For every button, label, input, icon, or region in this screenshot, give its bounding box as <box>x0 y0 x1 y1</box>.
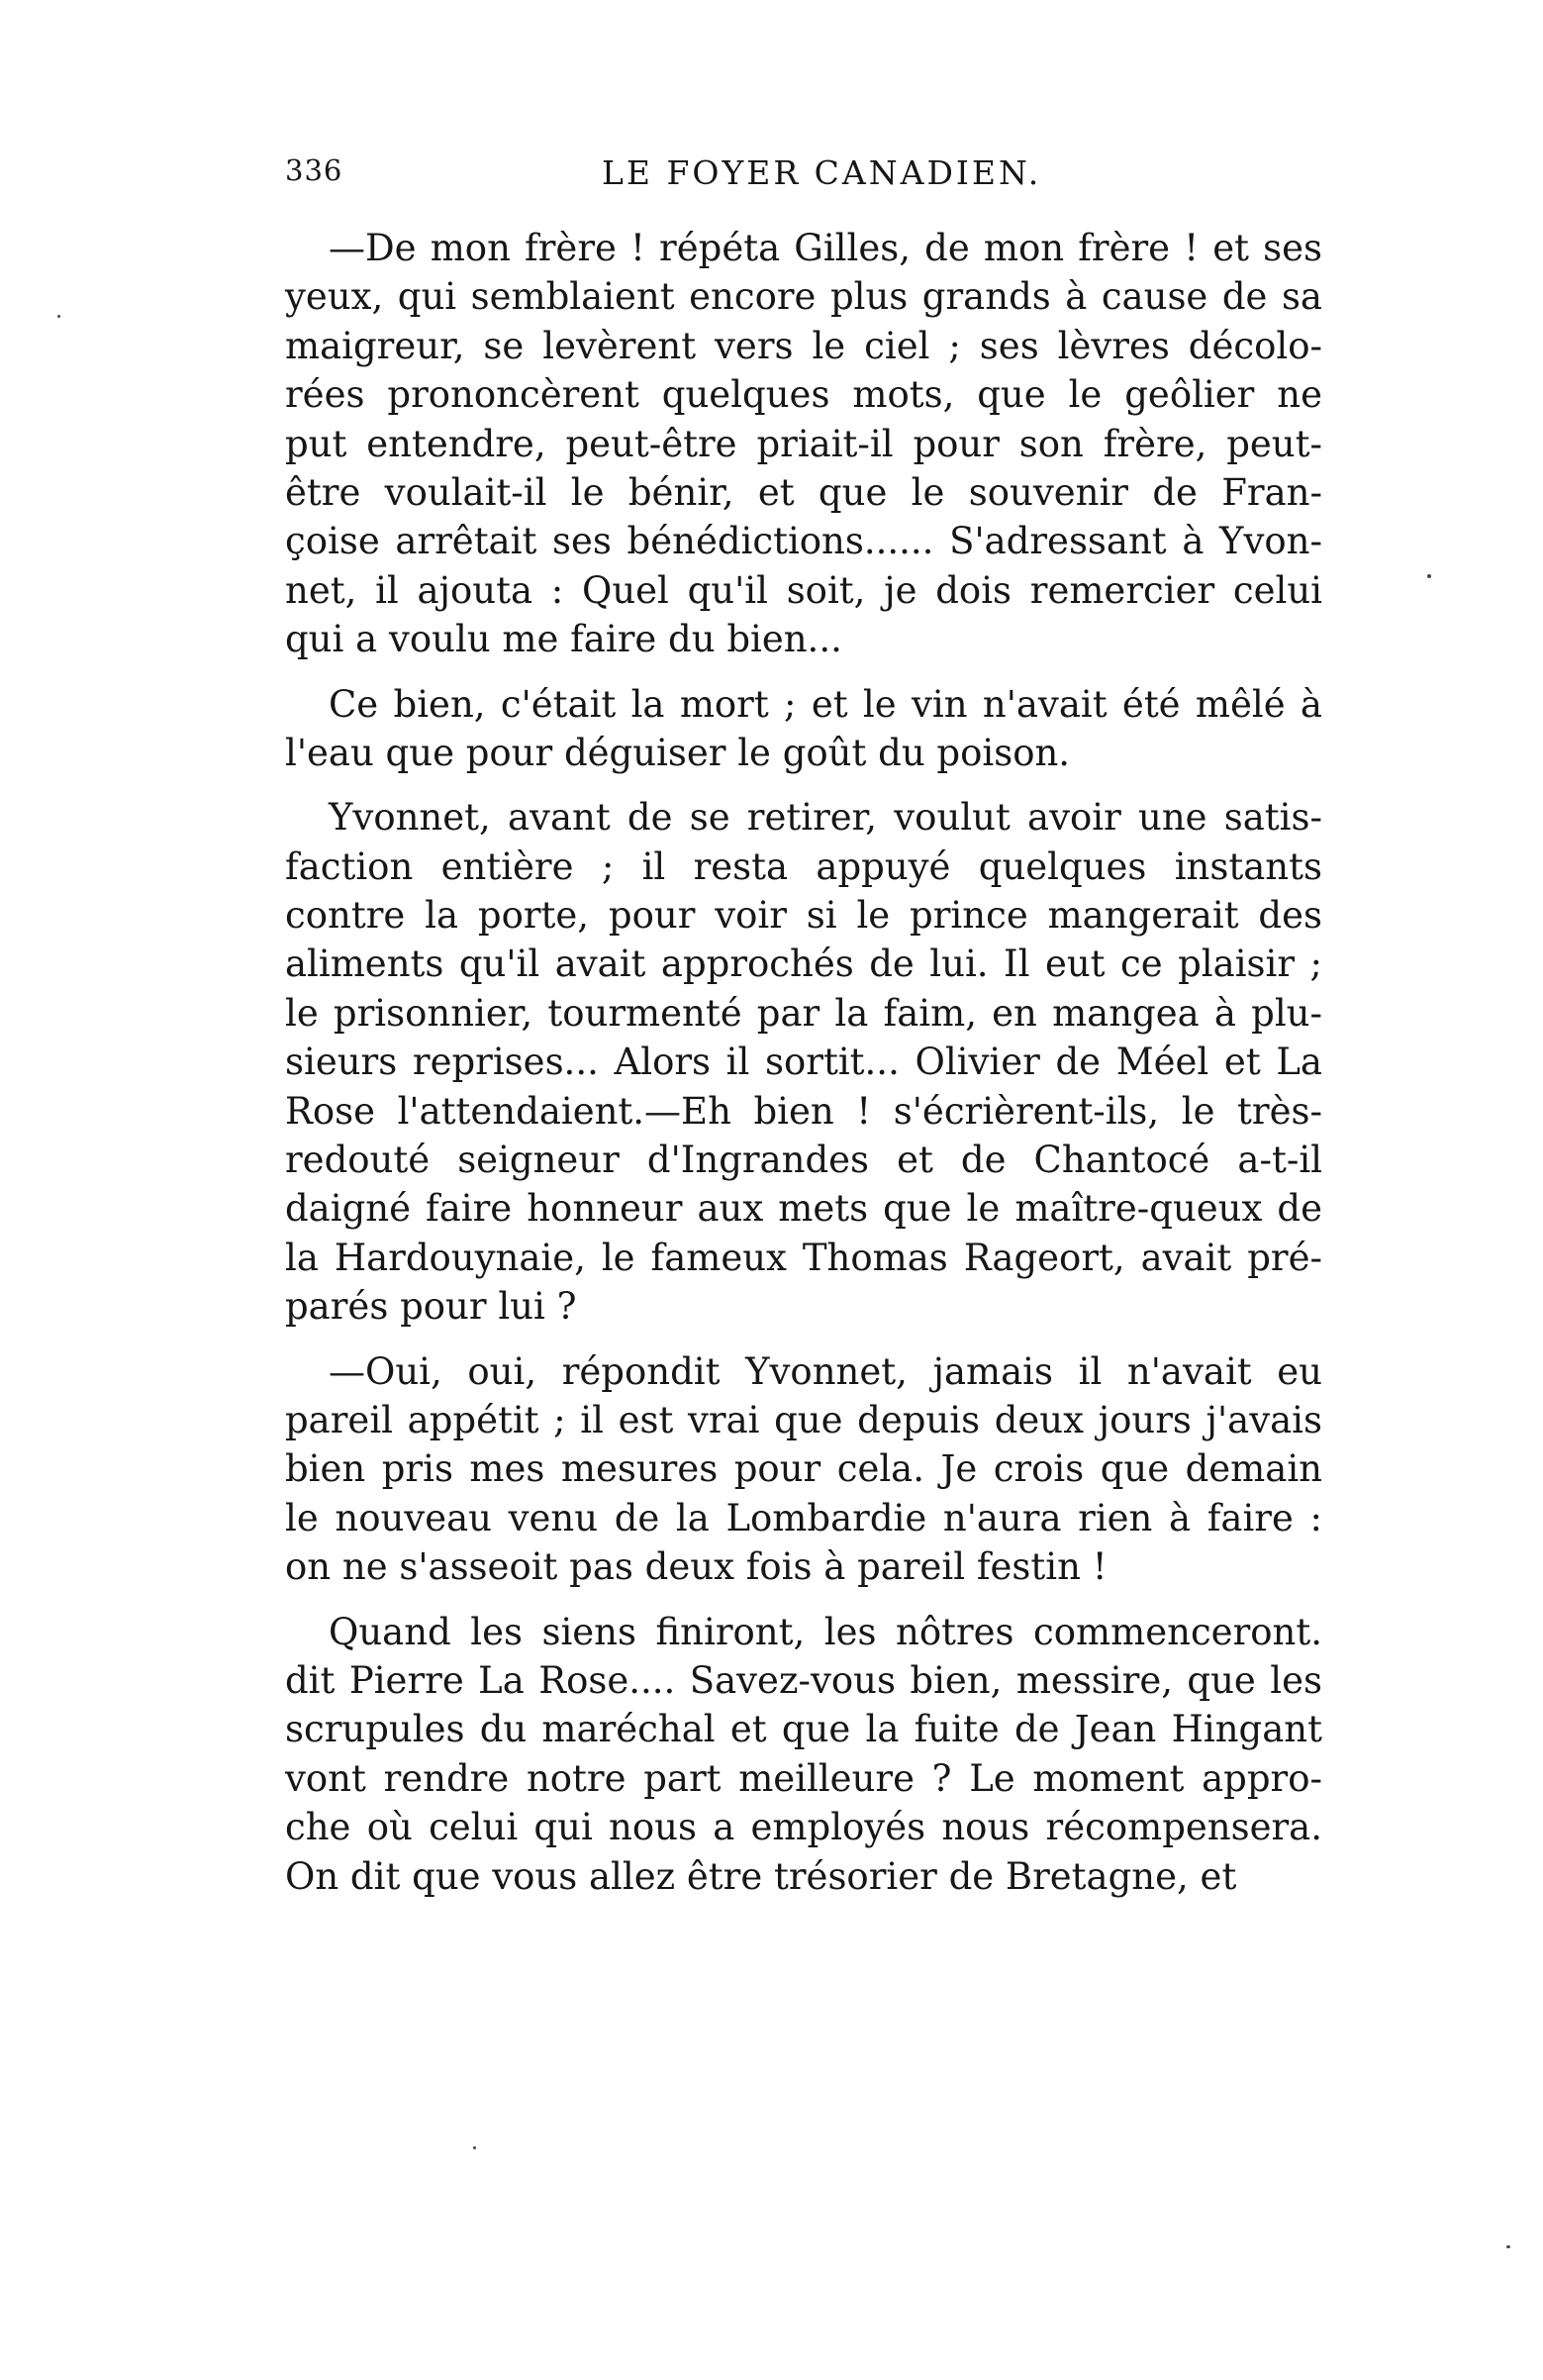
text-line: parés pour lui ? <box>285 1285 577 1329</box>
print-speck <box>473 2146 476 2149</box>
text-line: rées prononcèrent quelques mots, que le geôlier ne <box>285 373 1322 417</box>
paragraph-gap <box>285 664 1322 680</box>
text-line: On dit que vous allez être trésorier de Bretagne, et <box>285 1854 1237 1898</box>
paragraph <box>285 1608 1322 1901</box>
paragraph <box>285 1347 1322 1592</box>
text-line: scrupules du maréchal et que la fuite de Jean Hingant <box>285 1708 1322 1751</box>
text-line: bien pris mes mesures pour cela. Je crois que demain <box>285 1447 1322 1491</box>
paragraph-gap <box>285 1592 1322 1608</box>
text-line: faction entière ; il resta appuyé quelques instants <box>285 844 1322 888</box>
text-line: pareil appétit ; il est vrai que depuis deux jours j'avais <box>285 1398 1322 1441</box>
text-line: qui a voulu me faire du bien... <box>285 618 842 661</box>
text-line: daigné faire honneur aux mets que le maître-queux de <box>285 1187 1322 1231</box>
text-line: çoise arrêtait ses bénédictions...... S'adressant à Yvon- <box>285 520 1322 563</box>
paragraph <box>285 680 1322 778</box>
text-line: on ne s'asseoit pas deux fois à pareil festin ! <box>285 1545 1108 1589</box>
paragraph-gap <box>285 1332 1322 1347</box>
text-line: maigreur, se levèrent vers le ciel ; ses lèvres décolo- <box>285 324 1322 367</box>
page-number: 336 <box>285 153 343 187</box>
body-text <box>285 224 1322 1901</box>
text-line: être voulait-il le bénir, et que le souvenir de Fran- <box>285 470 1322 514</box>
print-speck <box>1427 574 1431 578</box>
text-line: redouté seigneur d'Ingrandes et de Chantocé a-t-il <box>285 1139 1322 1182</box>
text-line: le prisonnier, tourmenté par la faim, en mangea à plu- <box>285 991 1322 1035</box>
text-line: aliments qu'il avait approchés de lui. Il eut ce plaisir ; <box>285 942 1322 986</box>
text-line: Quand les siens finiront, les nôtres commenceront. <box>329 1610 1322 1653</box>
text-line: l'eau que pour déguiser le goût du poison. <box>285 731 1071 774</box>
paragraph <box>285 793 1322 1331</box>
text-line: dit Pierre La Rose.... Savez-vous bien, messire, que les <box>285 1658 1322 1702</box>
text-line: le nouveau venu de la Lombardie n'aura rien à faire : <box>285 1496 1322 1539</box>
text-line: vont rendre notre part meilleure ? Le moment appro- <box>285 1756 1322 1800</box>
text-line: yeux, qui semblaient encore plus grands à cause de sa <box>285 275 1322 319</box>
text-line: che où celui qui nous a employés nous récompensera. <box>285 1806 1322 1849</box>
text-line: contre la porte, pour voir si le prince mangerait des <box>285 894 1322 938</box>
text-line: Yvonnet, avant de se retirer, voulut avoir une satis- <box>329 796 1322 840</box>
text-line: sieurs reprises... Alors il sortit... Olivier de Méel et La <box>285 1041 1322 1084</box>
print-speck <box>1506 2245 1510 2248</box>
text-line: —Oui, oui, répondit Yvonnet, jamais il n'avait eu <box>329 1349 1322 1393</box>
text-line: put entendre, peut-être priait-il pour son frère, peut- <box>285 422 1322 465</box>
text-line: Rose l'attendaient.—Eh bien ! s'écrièrent-ils, le très- <box>285 1089 1322 1133</box>
running-head: LE FOYER CANADIEN. <box>602 153 1042 192</box>
paragraph <box>285 224 1322 664</box>
text-line: net, il ajouta : Quel qu'il soit, je dois remercier celui <box>285 568 1322 612</box>
print-speck <box>57 315 60 318</box>
text-line: Ce bien, c'était la mort ; et le vin n'avait été mêlé à <box>329 682 1322 726</box>
page-header <box>285 153 1322 203</box>
paragraph-gap <box>285 777 1322 793</box>
text-line: la Hardouynaie, le fameux Thomas Rageort, avait pré- <box>285 1236 1322 1279</box>
text-line: —De mon frère ! répéta Gilles, de mon frère ! et ses <box>329 227 1322 269</box>
